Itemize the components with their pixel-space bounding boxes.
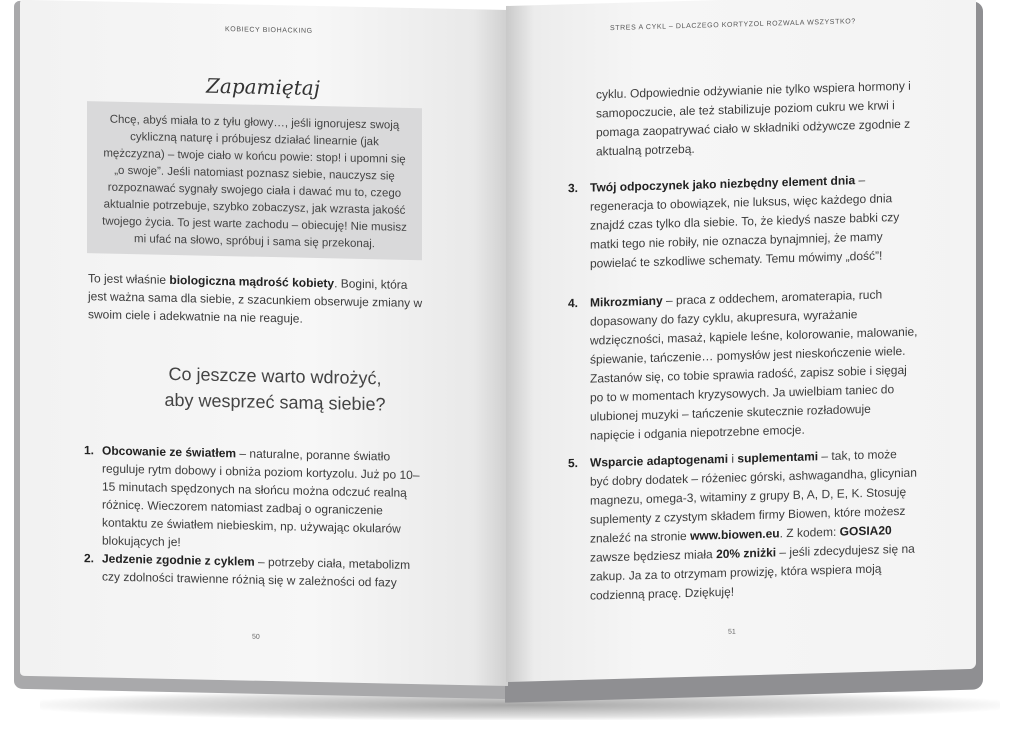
right-page	[506, 0, 976, 682]
left-page-number: 50	[252, 633, 260, 641]
section-title: Zapamiętaj	[206, 73, 320, 101]
list-bold: Twój odpoczynek jako niezbędny element dnia	[590, 173, 856, 195]
website-link: www.biowen.eu	[690, 526, 780, 543]
highlight-box-text: Chcę, abyś miała to z tyłu głowy…, jeśli ignorujesz swoją cykliczną naturę i próbujesz działać linearnie (jak mężczyzna) – twoje ciało w końcu powie: stop! i upomni się „o swoje”. Jeśli natomiast poznasz siebie, nauczysz się rozpoznawać sygnały swojego ciała i dawać mu to, czego aktualnie potrzebuje, szybko zobaczysz, jak wzrasta jakość twojego życia. To jest warte zachodu – obiecuję! Nie musisz mi ufać na słowo, spróbuj i sama się przekonaj.	[102, 113, 407, 251]
list-bold: Wsparcie adaptogenami	[590, 451, 729, 470]
subheading-line-2: aby wesprzeć samą siebie?	[164, 389, 386, 415]
list-item-5	[568, 444, 918, 606]
list-number: 1.	[84, 443, 95, 458]
discount-code: GOSIA20	[839, 523, 892, 539]
list-item-2	[84, 549, 430, 592]
list-item-1	[84, 441, 430, 556]
list-bold: Mikrozmiany	[590, 293, 663, 310]
list-bold: Jedzenie zgodnie z cyklem	[102, 551, 255, 569]
list-number: 4.	[568, 295, 579, 311]
left-running-head: KOBIECY BIOHACKING	[225, 26, 313, 35]
continued-paragraph: cyklu. Odpowiednie odżywianie nie tylko wspiera hormony i samopoczucie, ale też stabilizuje poziom cukru we krwi i pomaga zaopatrywać ciało w składniki odżywcze zgodnie z aktualną potrzebą.	[596, 78, 911, 159]
right-running-head: STRES A CYKL – DLACZEGO KORTYZOL ROZWALA WSZYSTKO?	[610, 18, 856, 33]
list-bold-2: suplementami	[737, 449, 819, 466]
paragraph-bold: biologiczna mądrość kobiety	[169, 272, 335, 291]
list-body-2: – tak, to może być dobry dodatek – różeniec górski, ashwagandha, glicynian magnezu, omega-3, witaminy z grupy B, A, D, E, K. Stosuję suplementy z czystym składem firmy Biowen, które możesz znaleźć na stronie	[590, 447, 917, 546]
left-page	[20, 0, 508, 686]
body-paragraph	[88, 269, 428, 330]
list-body: – naturalne, poranne światło reguluje rytm dobowy i obniża poziom kortyzolu. Już po 10–15 minutach spędzonych na słońcu można odczuć realną różnicę. Wieczorem natomiast zadbaj o ograniczenie kontaktu ze światłem niebieskim, np. używając okularów blokujących je!	[102, 446, 420, 550]
list-bold: Obcowanie ze światłem	[102, 443, 237, 461]
list-text	[84, 549, 430, 592]
list-body-5: – jeśli zdecydujesz się na zakup. Ja za to otrzymam prowizję, która wspiera moją codzienną pracę. Dziękuję!	[590, 541, 915, 603]
list-body-4: zawsze będziesz miała	[590, 547, 717, 565]
list-number: 3.	[568, 180, 579, 196]
subheading	[120, 360, 430, 418]
list-body: i	[728, 451, 738, 466]
list-number: 2.	[84, 551, 95, 566]
list-body: – praca z oddechem, aromaterapia, ruch dopasowany do fazy cyklu, akupresura, wyrażanie wdzięczności, masaż, kąpiele leśne, kolorowanie, malowanie, śpiewanie, tańczenie… pomysłów jest nieskończenie wiele. Zastanów się, co tobie sprawia radość, zapisz sobie i sięgaj po to w momentach kryzysowych. Ja uwielbiam taniec do ulubionej muzyki – tańczenie skutecznie rozładowuje napięcie i odgania niepotrzebne emocje.	[590, 287, 918, 443]
list-number: 5.	[568, 455, 579, 471]
list-item-4	[568, 284, 918, 446]
list-item-3	[568, 169, 918, 274]
right-page-number: 51	[728, 628, 736, 636]
list-body: – regeneracja to obowiązek, nie luksus, więc każdego dnia znajdź czas tylko dla siebie. To, że kiedyś nasze babki czy matki tego nie robiły, nie oznacza bynajmniej, że mamy powielać te szkodliwe schematy. Temu mówimy „dość”!	[590, 172, 900, 271]
highlight-box	[87, 101, 422, 260]
list-text	[84, 441, 430, 556]
list-text	[568, 284, 918, 446]
list-text	[568, 169, 918, 274]
list-body-3: . Z kodem:	[779, 524, 840, 541]
list-body: – potrzeby ciała, metabolizm czy zdolności trawienne różnią się w zależności od fazy	[102, 554, 411, 590]
subheading-line-1: Co jeszcze warto wdrożyć,	[168, 363, 382, 389]
paragraph-text: To jest właśnie	[88, 271, 170, 287]
list-text	[568, 444, 918, 606]
paragraph-text-end: . Bogini, która jest ważna sama dla siebie, z szacunkiem obserwuje zmiany w swoim ciele i adekwatnie na nie reaguje.	[88, 276, 423, 326]
discount-amount: 20% zniżki	[716, 545, 777, 562]
